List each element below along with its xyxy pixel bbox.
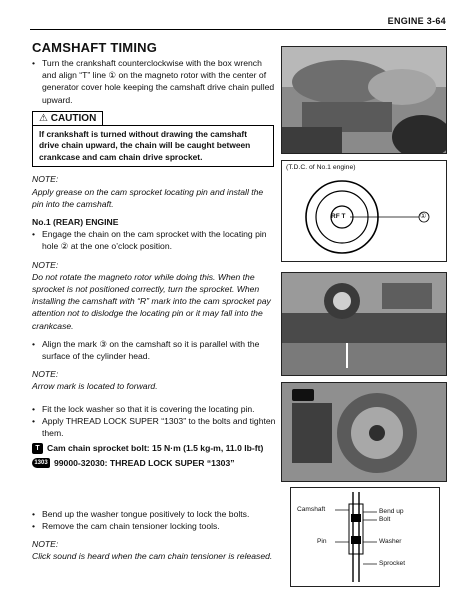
step-apply-threadlock: • Apply THREAD LOCK SUPER “1303” to the bolts and tighten them. [32, 415, 276, 439]
note-label: NOTE: [32, 259, 59, 270]
engine-photo-top [281, 46, 447, 154]
step-align-mark: • Align the mark ③ on the camshaft so it is parallel with the surface of the cylinder head. [32, 338, 276, 362]
subheading-rear-engine: No.1 (REAR) ENGINE [32, 216, 119, 227]
step-bend-washer: • Bend up the washer tongue positively to lock the bolts. [32, 508, 276, 520]
caution-label: ⚠ CAUTION [32, 111, 103, 125]
label-bend-up: Bend up [379, 508, 404, 515]
note-text: Do not rotate the magneto rotor while doing this. When the sprocket is not positioned correctly, turn the sprocket. When installing the camshaft with “R” mark into the cam sprocket pay attention not to dislodge the locating pin or it may fall into the crankcase. [32, 271, 271, 331]
step-fit-washer: • Fit the lock washer so that it is covering the locating pin. [32, 403, 276, 415]
step-turn-crankshaft: • Turn the crankshaft counterclockwise with the box wrench and align “T” line ① on the magneto rotor with the center of generator cover hole keeping the camshaft drive chain pulled upward. [32, 57, 276, 106]
rotor-mark: RF T [331, 213, 346, 220]
step-remove-tools: • Remove the cam chain tensioner locking tools. [32, 520, 276, 532]
header-rule [30, 29, 446, 30]
note-label: NOTE: [32, 369, 59, 380]
note-text: Apply grease on the cam sprocket locating pin and install the pin into the camshaft. [32, 186, 264, 209]
text-column [32, 40, 276, 562]
torque-spec [32, 442, 276, 454]
label-sprocket: Sprocket [379, 560, 406, 567]
cylinder-head-photo [281, 272, 447, 376]
page-header: ENGINE 3-64 [387, 16, 446, 26]
callout-1: ① [420, 213, 427, 220]
threadlock-spec [32, 457, 276, 469]
note-text: Arrow mark is located to forward. [32, 381, 158, 392]
threadlock-tube-icon: 1303 [32, 458, 50, 468]
note-label: NOTE: [32, 174, 59, 185]
label-washer: Washer [379, 538, 402, 545]
tdc-diagram [281, 160, 447, 262]
note-label: NOTE: [32, 538, 59, 549]
label-pin: Pin [317, 538, 327, 545]
note-text: Click sound is heard when the cam chain tensioner is released. [32, 551, 273, 562]
step-engage-chain: • Engage the chain on the cam sprocket with the locating pin hole ② at the one o’clock position. [32, 228, 276, 252]
washer-diagram [290, 487, 440, 587]
cam-sprocket-photo [281, 382, 447, 482]
torque-wrench-icon: T [32, 443, 43, 454]
label-camshaft: Camshaft [297, 506, 326, 513]
threadlock-spec-text: 99000-32030: THREAD LOCK SUPER “1303” [54, 458, 235, 469]
caution-text: If crankshaft is turned without drawing the camshaft drive chain upward, the chain will be caught between crankcase and cam chain drive sprocket. [32, 125, 274, 168]
torque-spec-text: Cam chain sprocket bolt: 15 N·m (1.5 kg-m, 11.0 lb-ft) [47, 443, 264, 454]
tdc-caption: (T.D.C. of No.1 engine) [286, 164, 356, 171]
label-bolt: Bolt [379, 516, 391, 523]
page-title: CAMSHAFT TIMING [32, 40, 158, 55]
